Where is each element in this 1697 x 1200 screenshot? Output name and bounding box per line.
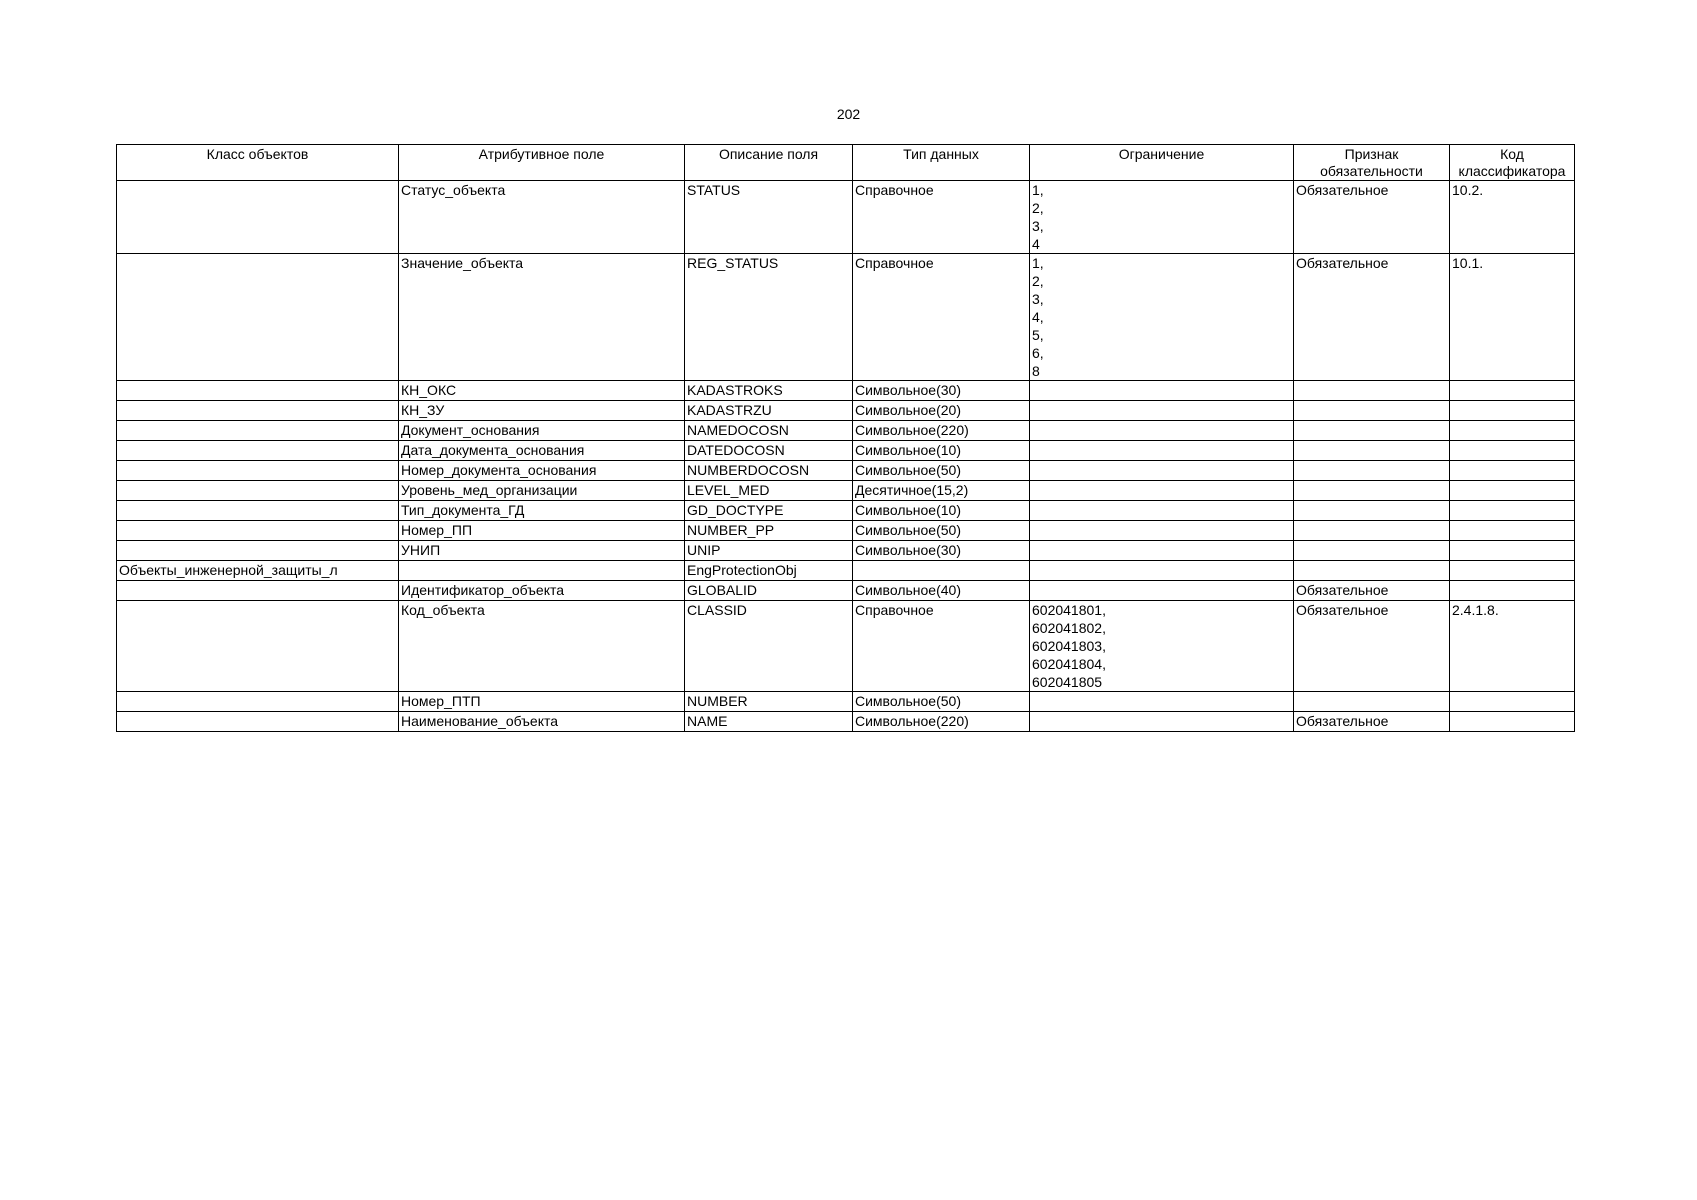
cell-classifier-code: 10.2. — [1450, 181, 1575, 254]
table-row — [117, 181, 1575, 254]
cell-required-flag — [1294, 441, 1450, 461]
cell-required-flag — [1294, 541, 1450, 561]
cell-object-class — [117, 712, 399, 732]
cell-data-type: Символьное(50) — [853, 461, 1030, 481]
cell-classifier-code: 2.4.1.8. — [1450, 601, 1575, 692]
cell-object-class — [117, 581, 399, 601]
cell-field-description: KADASTRZU — [685, 401, 853, 421]
cell-attribute-field: Значение_объекта — [399, 254, 685, 381]
cell-field-description: LEVEL_MED — [685, 481, 853, 501]
cell-classifier-code — [1450, 712, 1575, 732]
cell-object-class — [117, 601, 399, 692]
cell-field-description: STATUS — [685, 181, 853, 254]
cell-required-flag — [1294, 381, 1450, 401]
cell-constraint — [1030, 712, 1294, 732]
cell-attribute-field: Уровень_мед_организации — [399, 481, 685, 501]
table-row — [117, 692, 1575, 712]
cell-constraint — [1030, 441, 1294, 461]
cell-field-description: REG_STATUS — [685, 254, 853, 381]
cell-field-description: EngProtectionObj — [685, 561, 853, 581]
cell-required-flag — [1294, 692, 1450, 712]
cell-constraint: 602041801, 602041802, 602041803, 602041804, 602041805 — [1030, 601, 1294, 692]
table-row — [117, 561, 1575, 581]
header-classifier-code: Код классификатора — [1450, 145, 1575, 181]
cell-constraint — [1030, 561, 1294, 581]
cell-field-description: UNIP — [685, 541, 853, 561]
cell-classifier-code — [1450, 441, 1575, 461]
cell-classifier-code — [1450, 481, 1575, 501]
table-row — [117, 441, 1575, 461]
cell-field-description: GD_DOCTYPE — [685, 501, 853, 521]
cell-object-class — [117, 501, 399, 521]
header-attribute-field: Атрибутивное поле — [399, 145, 685, 181]
table-row — [117, 401, 1575, 421]
cell-object-class: Объекты_инженерной_защиты_л — [117, 561, 399, 581]
cell-attribute-field: Статус_объекта — [399, 181, 685, 254]
cell-constraint — [1030, 381, 1294, 401]
cell-object-class — [117, 441, 399, 461]
cell-attribute-field: Дата_документа_основания — [399, 441, 685, 461]
cell-field-description: NUMBERDOCOSN — [685, 461, 853, 481]
header-field-description: Описание поля — [685, 145, 853, 181]
cell-data-type: Символьное(220) — [853, 712, 1030, 732]
cell-constraint — [1030, 692, 1294, 712]
cell-classifier-code — [1450, 461, 1575, 481]
page-number: 202 — [836, 106, 861, 122]
cell-data-type: Справочное — [853, 181, 1030, 254]
cell-constraint — [1030, 481, 1294, 501]
header-row — [117, 145, 1575, 181]
cell-object-class — [117, 401, 399, 421]
table-row — [117, 712, 1575, 732]
cell-attribute-field: Номер_ПТП — [399, 692, 685, 712]
cell-constraint — [1030, 461, 1294, 481]
cell-field-description: NAME — [685, 712, 853, 732]
cell-attribute-field: Тип_документа_ГД — [399, 501, 685, 521]
table-row — [117, 381, 1575, 401]
cell-field-description: NUMBER — [685, 692, 853, 712]
cell-classifier-code — [1450, 581, 1575, 601]
cell-data-type: Десятичное(15,2) — [853, 481, 1030, 501]
cell-constraint — [1030, 581, 1294, 601]
cell-data-type: Символьное(30) — [853, 541, 1030, 561]
cell-required-flag — [1294, 421, 1450, 441]
cell-required-flag — [1294, 461, 1450, 481]
cell-data-type: Символьное(20) — [853, 401, 1030, 421]
table-row — [117, 461, 1575, 481]
cell-attribute-field: УНИП — [399, 541, 685, 561]
table-row — [117, 501, 1575, 521]
cell-constraint — [1030, 501, 1294, 521]
cell-object-class — [117, 692, 399, 712]
cell-field-description: NAMEDOCOSN — [685, 421, 853, 441]
cell-object-class — [117, 521, 399, 541]
cell-required-flag: Обязательное — [1294, 581, 1450, 601]
cell-required-flag — [1294, 481, 1450, 501]
header-data-type: Тип данных — [853, 145, 1030, 181]
cell-data-type: Справочное — [853, 601, 1030, 692]
cell-data-type: Символьное(50) — [853, 692, 1030, 712]
cell-constraint: 1, 2, 3, 4 — [1030, 181, 1294, 254]
cell-field-description: CLASSID — [685, 601, 853, 692]
cell-attribute-field: Код_объекта — [399, 601, 685, 692]
cell-classifier-code — [1450, 501, 1575, 521]
cell-field-description: GLOBALID — [685, 581, 853, 601]
cell-attribute-field: Идентификатор_объекта — [399, 581, 685, 601]
cell-required-flag: Обязательное — [1294, 181, 1450, 254]
cell-classifier-code — [1450, 521, 1575, 541]
cell-required-flag: Обязательное — [1294, 601, 1450, 692]
table-row — [117, 421, 1575, 441]
cell-constraint — [1030, 521, 1294, 541]
cell-data-type: Символьное(30) — [853, 381, 1030, 401]
cell-attribute-field: Документ_основания — [399, 421, 685, 441]
cell-data-type: Символьное(40) — [853, 581, 1030, 601]
header-object-class: Класс объектов — [117, 145, 399, 181]
cell-classifier-code — [1450, 381, 1575, 401]
cell-constraint — [1030, 541, 1294, 561]
cell-data-type — [853, 561, 1030, 581]
cell-classifier-code: 10.1. — [1450, 254, 1575, 381]
table-row — [117, 481, 1575, 501]
cell-required-flag: Обязательное — [1294, 712, 1450, 732]
cell-object-class — [117, 181, 399, 254]
cell-required-flag — [1294, 561, 1450, 581]
cell-object-class — [117, 254, 399, 381]
cell-field-description: NUMBER_PP — [685, 521, 853, 541]
cell-data-type: Символьное(50) — [853, 521, 1030, 541]
cell-classifier-code — [1450, 692, 1575, 712]
cell-object-class — [117, 481, 399, 501]
cell-classifier-code — [1450, 561, 1575, 581]
cell-required-flag — [1294, 501, 1450, 521]
attribute-table — [116, 144, 1575, 732]
cell-required-flag — [1294, 401, 1450, 421]
table-row — [117, 601, 1575, 692]
cell-constraint: 1, 2, 3, 4, 5, 6, 8 — [1030, 254, 1294, 381]
header-required-flag: Признак обязательности — [1294, 145, 1450, 181]
header-constraint: Ограничение — [1030, 145, 1294, 181]
cell-data-type: Символьное(10) — [853, 501, 1030, 521]
cell-field-description: DATEDOCOSN — [685, 441, 853, 461]
cell-data-type: Символьное(10) — [853, 441, 1030, 461]
cell-constraint — [1030, 401, 1294, 421]
cell-data-type: Символьное(220) — [853, 421, 1030, 441]
cell-data-type: Справочное — [853, 254, 1030, 381]
cell-object-class — [117, 421, 399, 441]
cell-attribute-field — [399, 561, 685, 581]
table-row — [117, 581, 1575, 601]
cell-required-flag — [1294, 521, 1450, 541]
cell-object-class — [117, 461, 399, 481]
cell-attribute-field: КН_ОКС — [399, 381, 685, 401]
cell-attribute-field: Наименование_объекта — [399, 712, 685, 732]
cell-object-class — [117, 541, 399, 561]
table-row — [117, 541, 1575, 561]
cell-classifier-code — [1450, 401, 1575, 421]
cell-attribute-field: Номер_документа_основания — [399, 461, 685, 481]
cell-field-description: KADASTROKS — [685, 381, 853, 401]
cell-attribute-field: КН_ЗУ — [399, 401, 685, 421]
cell-constraint — [1030, 421, 1294, 441]
table-row — [117, 521, 1575, 541]
table-row — [117, 254, 1575, 381]
cell-required-flag: Обязательное — [1294, 254, 1450, 381]
cell-object-class — [117, 381, 399, 401]
cell-attribute-field: Номер_ПП — [399, 521, 685, 541]
cell-classifier-code — [1450, 541, 1575, 561]
cell-classifier-code — [1450, 421, 1575, 441]
